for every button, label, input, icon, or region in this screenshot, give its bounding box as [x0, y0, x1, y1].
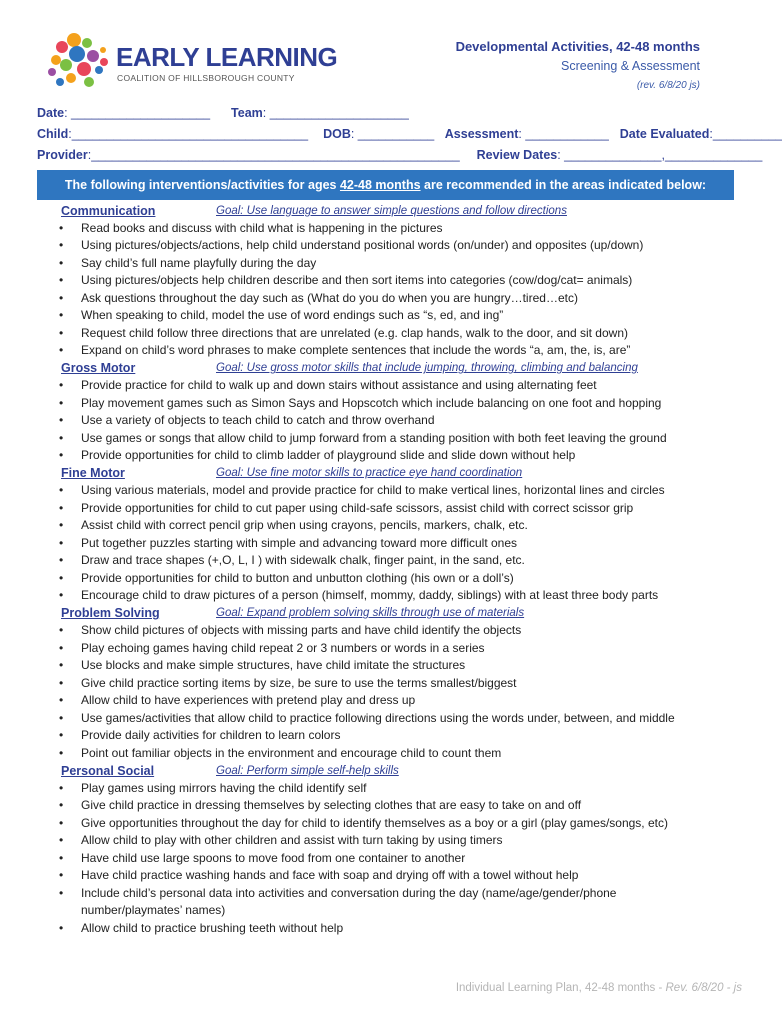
list-item: • Expand on child’s word phrases to make complete sentences that include the words “a, am, the, is, are”	[61, 342, 761, 360]
team-label: Team	[231, 106, 263, 120]
list-item: • Allow child to play with other children and assist with turn taking by using timers	[61, 832, 761, 850]
logo-title: EARLY LEARNING	[116, 42, 338, 72]
team-field[interactable]: : ____________________	[262, 106, 409, 120]
document-header	[456, 39, 700, 91]
form-row-date-team	[37, 106, 409, 120]
list-item: • Request child follow three directions that are unrelated (e.g. clap hands, walk to the door, and sit down)	[61, 325, 761, 343]
review-dates-field[interactable]: : ______________,______________	[557, 148, 763, 162]
list-item: • Allow child to have experiences with pretend play and dress up	[61, 692, 761, 710]
date-evaluated-label: Date Evaluated	[619, 127, 710, 141]
section-name: Personal Social	[61, 763, 155, 778]
list-item: • Give opportunities throughout the day for child to identify themselves as a boy or a girl (play games/songs, etc)	[61, 815, 761, 833]
provider-label: Provider	[37, 148, 88, 162]
footer-text: Individual Learning Plan, 42-48 months -	[455, 982, 666, 994]
coalition-logo	[44, 32, 338, 92]
section-name: Gross Motor	[61, 361, 136, 376]
review-dates-label: Review Dates	[476, 148, 558, 162]
document-subtitle: Screening & Assessment	[561, 59, 700, 73]
date-field[interactable]: : ____________________	[64, 106, 211, 120]
document-revision: (rev. 6/8/20 js)	[636, 80, 700, 91]
list-item: • Use a variety of objects to teach child to catch and throw overhand	[61, 412, 761, 430]
banner-text-after: are recommended in the areas indicated below:	[424, 178, 707, 192]
section-goal: Goal: Use fine motor skills to practice eye hand coordination	[216, 467, 523, 480]
logo-dots-icon	[44, 32, 114, 90]
section-name: Problem Solving	[61, 606, 160, 621]
section-problem-solving-header	[61, 605, 761, 623]
footer-revision: Rev. 6/8/20 - js	[665, 982, 742, 994]
assessment-field[interactable]: : ____________	[518, 127, 609, 141]
form-row-provider	[37, 148, 762, 162]
list-item: • Use games/activities that allow child to practice following directions using the words under, between, and middle	[61, 710, 761, 728]
section-name: Fine Motor	[61, 466, 125, 481]
child-field[interactable]: :__________________________________	[68, 127, 309, 141]
form-row-child	[37, 127, 782, 141]
list-item: • Provide opportunities for child to climb ladder of playground slide and slide down without help	[61, 447, 761, 465]
list-item: • Use games or songs that allow child to jump forward from a standing position with both feet leaving the ground	[61, 430, 761, 448]
logo-subtitle: COALITION OF HILLSBOROUGH COUNTY	[117, 73, 295, 83]
section-gross-motor-header	[61, 360, 761, 378]
list-item: • Give child practice sorting items by size, be sure to use the terms smallest/biggest	[61, 675, 761, 693]
list-item: • Play echoing games having child repeat 2 or 3 numbers or words in a series	[61, 640, 761, 658]
assessment-label: Assessment	[444, 127, 519, 141]
list-item: • Play games using mirrors having the child identify self	[61, 780, 761, 798]
document-title: Developmental Activities, 42-48 months	[455, 39, 700, 54]
section-goal: Goal: Expand problem solving skills through use of materials	[216, 607, 525, 620]
child-label: Child	[37, 127, 69, 141]
dob-label: DOB	[323, 127, 351, 141]
list-item: • Provide daily activities for children to learn colors	[61, 727, 761, 745]
list-item: • Provide practice for child to walk up and down stairs without assistance and using alternating feet	[61, 377, 761, 395]
date-evaluated-field[interactable]: :__________	[709, 127, 782, 141]
section-name: Communication	[61, 203, 156, 218]
list-item: • Read books and discuss with child what is happening in the pictures	[61, 220, 761, 238]
list-item: • Show child pictures of objects with missing parts and have child identify the objects	[61, 622, 761, 640]
list-item: • Draw and trace shapes (+,O, L, I ) with sidewalk chalk, finger paint, in the sand, etc.	[61, 552, 761, 570]
banner-ages: 42-48 months	[339, 178, 421, 192]
list-item: • Allow child to practice brushing teeth without help	[61, 920, 761, 938]
activities-content	[61, 202, 761, 937]
provider-field[interactable]: :_____________________________________________________	[87, 148, 460, 162]
list-item: • Provide opportunities for child to cut paper using child-safe scissors, assist child with correct scissor grip	[61, 500, 761, 518]
list-item: • Using various materials, model and provide practice for child to make vertical lines, horizontal lines and circles	[61, 482, 761, 500]
list-item: • Put together puzzles starting with simple and advancing toward more difficult ones	[61, 535, 761, 553]
dob-field[interactable]: : ___________	[350, 127, 435, 141]
list-item: • Include child’s personal data into activities and conversation during the day (name/age/gender/phone number/playmates’ names)	[61, 885, 681, 920]
list-item: • Give child practice in dressing themselves by selecting clothes that are easy to take on and off	[61, 797, 761, 815]
list-item: • Point out familiar objects in the environment and encourage child to count them	[61, 745, 761, 763]
list-item: • Have child use large spoons to move food from one container to another	[61, 850, 761, 868]
section-goal: Goal: Use gross motor skills that include jumping, throwing, climbing and balancing	[216, 362, 638, 375]
intro-banner	[37, 170, 734, 200]
section-communication-header	[61, 202, 761, 220]
page-footer	[456, 982, 742, 994]
list-item: • Play movement games such as Simon Says and Hopscotch which include balancing on one foot and hopping	[61, 395, 761, 413]
list-item: • Say child’s full name playfully during the day	[61, 255, 761, 273]
list-item: • Encourage child to draw pictures of a person (himself, mommy, daddy, siblings) with at least three body parts	[61, 587, 761, 605]
date-label: Date	[37, 106, 65, 120]
list-item: • Use blocks and make simple structures, have child imitate the structures	[61, 657, 761, 675]
section-personal-social-header	[61, 762, 761, 780]
list-item: • Have child practice washing hands and face with soap and drying off with a towel without help	[61, 867, 761, 885]
list-item: • When speaking to child, model the use of word endings such as “s, ed, and ing”	[61, 307, 761, 325]
section-goal: Goal: Perform simple self-help skills	[216, 764, 399, 777]
list-item: • Using pictures/objects help children describe and then sort items into categories (cow/dog/cat= animals)	[61, 272, 761, 290]
section-fine-motor-header	[61, 465, 761, 483]
list-item: • Assist child with correct pencil grip when using crayons, pencils, markers, chalk, etc.	[61, 517, 761, 535]
list-item: • Ask questions throughout the day such as (What do you do when you are hungry…tired…etc)	[61, 290, 761, 308]
list-item: • Provide opportunities for child to button and unbutton clothing (his own or a doll’s)	[61, 570, 761, 588]
section-goal: Goal: Use language to answer simple questions and follow directions	[216, 204, 567, 217]
banner-text-before: The following interventions/activities for ages	[64, 178, 337, 192]
list-item: • Using pictures/objects/actions, help child understand positional words (on/under) and opposites (up/down)	[61, 237, 761, 255]
